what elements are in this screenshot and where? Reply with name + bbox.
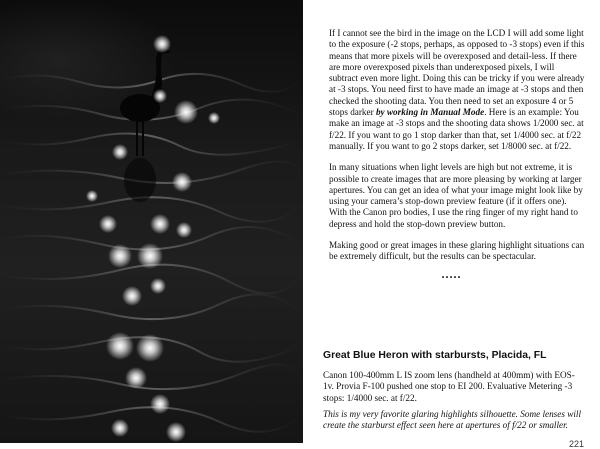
text-page <box>303 0 600 449</box>
caption-title: Great Blue Heron with starbursts, Placida, FL <box>323 350 547 361</box>
paragraph-1 <box>329 28 585 152</box>
body-text <box>329 28 585 273</box>
paragraph-3: Making good or great images in these glaring highlight situations can be extremely difficult, but the results can be spectacular. <box>329 240 585 262</box>
p1-after: . Here is an example: You make an image at -3 stops and the shooting data shows 1/2000 sec. at f/22. If you want to go 1 stop darker than that, set 1/4000 sec. at f/22 manually. If you want to go 2 stops darker, set 1/8000 sec. at f/22. <box>329 107 584 151</box>
caption-details: Canon 100-400mm L IS zoom lens (handheld at 400mm) with EOS-1v. Provia F-100 pushed one stop to EI 200. Evaluative Metering -3 stops: 1/4000 sec. at f/22. <box>323 370 575 403</box>
heron-silhouette <box>120 48 172 202</box>
paragraph-2: In many situations when light levels are high but not extreme, it is possible to create images that are more pleasing by working at larger apertures. You can get an idea of what your image might look like by using your camera’s stop-down preview feature (if it offers one). With the Canon pro bodies, I use the ring finger of my right hand to depress and hold the stop-down preview button. <box>329 162 583 229</box>
heron-starburst-image <box>0 0 303 443</box>
page-number: 221 <box>568 439 584 449</box>
section-separator: ..... <box>441 267 462 281</box>
caption-note: This is my very favorite glaring highlights silhouette. Some lenses will create the starburst effect seen here at apertures of f/22 or smaller. <box>323 409 581 431</box>
p1-emphasis: by working in Manual Mode <box>375 107 485 118</box>
heron-photo <box>0 0 303 443</box>
p1-before: If I cannot see the bird in the image on the LCD I will add some light to the exposure (-2 stops, perhaps, as opposed to -3 stops) even if this means that more pixels will be overexposed and detail-less. If there are more overexposed pixels than underexposed pixels, I will subtract even more light. Doing this can be tricky if you were already at -3 stops. You need first to have made an image at -3 stops and then checked the shooting data. You then need to set an exposure 4 or 5 stops darker <box>329 28 585 118</box>
